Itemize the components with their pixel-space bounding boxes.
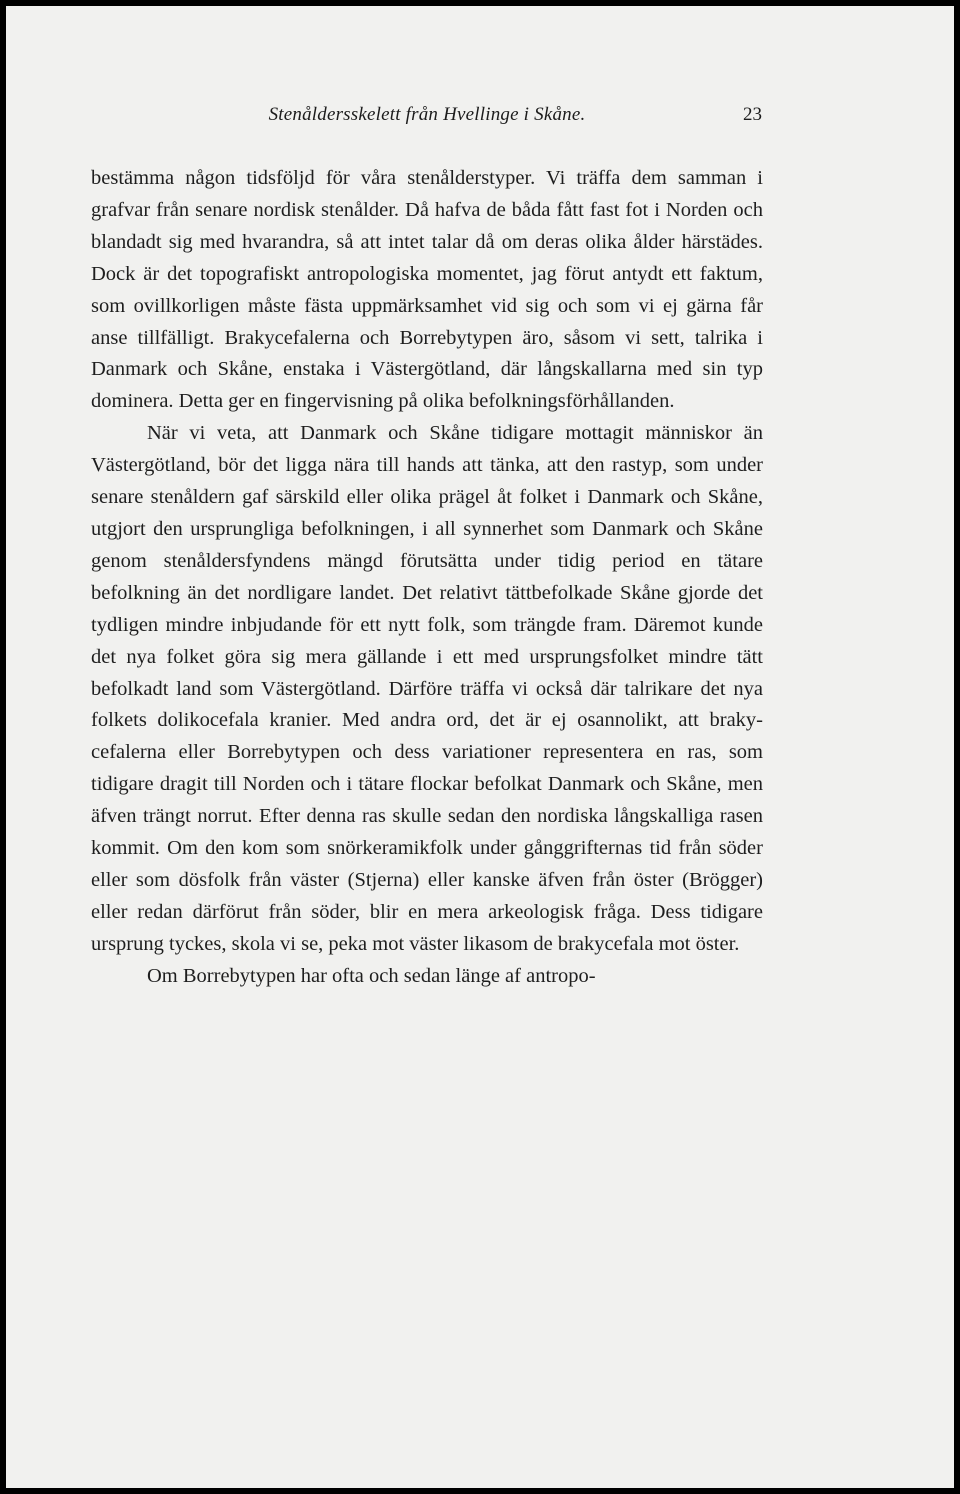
page-number: 23 (743, 104, 762, 125)
body-text (91, 163, 763, 993)
paragraph-final-line: Om Borrebytypen har ofta och sedan länge af antropo- (147, 964, 596, 987)
running-header (92, 104, 762, 132)
running-title: Stenåldersskelett från Hvellinge i Skåne. (268, 104, 586, 125)
scanned-book-page (6, 6, 954, 1488)
paragraph-continued: bestämma någon tidsföljd för våra stenålderstyper. Vi träffa dem samman i grafvar från senare nordisk stenålder. Då hafva de båda fått fast fot i Norden och blandadt sig med hvarandra, så att intet talar då om deras olika ålder härstädes. Dock är det topografiskt antropologiska momentet, jag förut antydt ett faktum, som ovillkorligen måste fästa uppmärksamhet vid sig och som vi ej gärna får anse tillfälligt. Brakycefalerna och Borrebytypen äro, såsom vi sett, talrika i Danmark och Skåne, enstaka i Västergötland, där långskallarna med sin typ dominera. Detta ger en fingervisning på olika befolkningsförhållanden. (91, 167, 763, 413)
paragraph: När vi veta, att Danmark och Skåne tidigare mottagit människor än Västergötland, bör det ligga nära till hands att tänka, att den rastyp, som under senare stenåldern gaf särskild eller olika prägel åt folket i Danmark och Skåne, utgjort den ursprungliga befolkningen, i all synnerhet som Danmark och Skåne genom stenåldersfyndens mängd förutsätta under tidig period en tätare befolkning än det nordligare landet. Det relativt tättbefolkade Skåne gjorde det tydligen mindre inbjudande för ett nytt folk, som trängde fram. Däremot kunde det nya folket göra sig mera gällande i ett med ursprungsfolket mindre tätt befolkadt land som Västergötland. Därföre träffa vi också där talrikare det nya folkets dolikocefala kranier. Med andra ord, det är ej osannolikt, att brakycefalerna eller Borrebytypen och dess variationer representera en ras, som tidigare dragit till Norden och i tätare flockar befolkat Danmark och Skåne, men äfven trängt norrut. Efter denna ras skulle sedan den nordiska långskalliga rasen kommit. Om den kom som snörkeramikfolk under gånggrifternas tid från söder eller som dösfolk från väster (Stjerna) eller kanske äfven från öster (Brögger) eller redan därförut från söder, blir en mera arkeologisk fråga. Dess tidigare ursprung tyckes, skola vi se, peka mot väster likasom de brakycefala mot öster. (91, 422, 763, 955)
